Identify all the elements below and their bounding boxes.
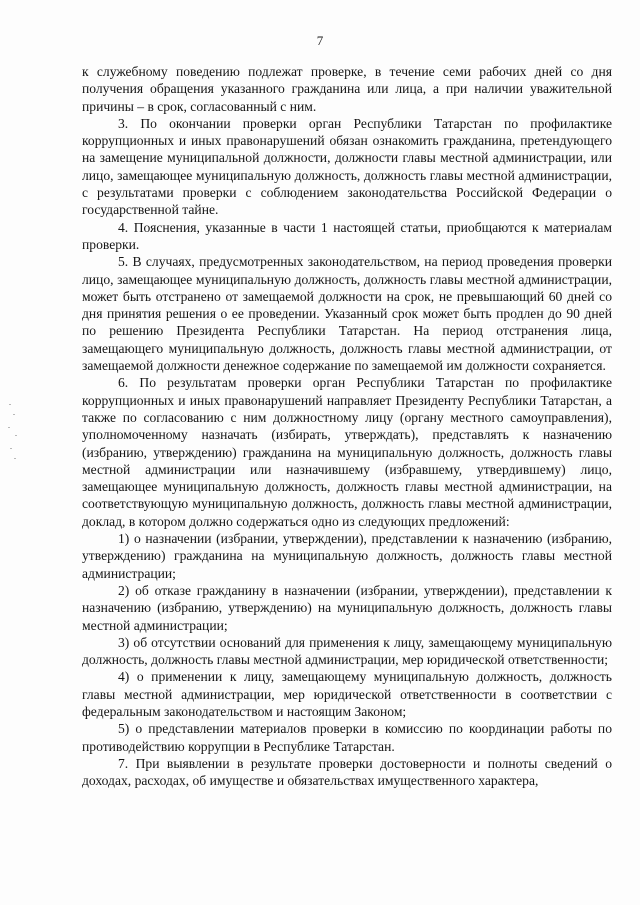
paragraph-part-5: 5. В случаях, предусмотренных законодательством, на период проведения проверки лицо, замещающее муниципальную должность, должность главы местной администрации, может быть отстранено от замещаемой должности на срок, не превышающий 60 дней со дня принятия решения о ее проведении. Указанный срок может быть продлен до 90 дней по решению Президента Республики Татарстан. На период отстранения лица, замещающего муниципальную должность, должность главы местной администрации, от замещаемой должности денежное содержание по замещаемой им должности сохраняется. <box>82 254 612 374</box>
body-text <box>82 63 612 789</box>
paragraph-part-7: 7. При выявлении в результате проверки достоверности и полноты сведений о доходах, расходах, об имуществе и обязательствах имущественного характера, <box>82 755 612 789</box>
paragraph-part-6: 6. По результатам проверки орган Республики Татарстан по профилактике коррупционных и иных правонарушений направляет Президенту Республики Татарстан, а также по согласованию с ним должностному лицу (органу местного самоуправления), уполномоченному назначать (избирать, утверждать), представлять к назначению (избранию, утверждению) гражданина на муниципальную должность, должность главы местной администрации или назначившему (избравшему, утвердившему) лицо, замещающее муниципальную должность, должность главы местной администрации, на соответствующую муниципальную должность, должность главы местной администрации, доклад, в котором должно содержаться одно из следующих предложений: <box>82 375 612 529</box>
list-item-2: 2) об отказе гражданину в назначении (избрании, утверждении), представлении к назначению (избранию, утверждению) на муниципальную должность, должность главы местной администрации; <box>82 582 612 633</box>
paragraph-part-3: 3. По окончании проверки орган Республики Татарстан по профилактике коррупционных и иных правонарушений обязан ознакомить гражданина, претендующего на замещение муниципальной должности, должности главы местной администрации, или лицо, замещающее муниципальную должность, должность главы местной администрации, с результатами проверки с соблюдением законодательства Российской Федерации о государственной тайне. <box>82 115 612 218</box>
list-item-4: 4) о применении к лицу, замещающему муниципальную должность, должность главы местной администрации, мер юридической ответственности в соответствии с федеральным законодательством и настоящим Законом; <box>82 669 612 719</box>
paragraph-part-4: 4. Пояснения, указанные в части 1 настоящей статьи, приобщаются к материалам проверки. <box>82 219 612 252</box>
list-item-1: 1) о назначении (избрании, утверждении), представлении к назначению (избранию, утверждению) гражданина на муниципальную должность, должность главы местной администрации; <box>82 531 612 581</box>
paragraph-continuation: к служебному поведению подлежат проверке, в течение семи рабочих дней со дня получения обращения указанного гражданина или лица, а при наличии уважительной причины – в срок, согласованный с ним. <box>82 64 612 114</box>
page-number: 7 <box>316 33 324 48</box>
list-item-3: 3) об отсутствии оснований для применения к лицу, замещающему муниципальную должность, должность главы местной администрации, мер юридической ответственности; <box>82 634 612 668</box>
scan-artifact <box>6 400 20 470</box>
list-item-5: 5) о представлении материалов проверки в комиссию по координации работы по противодействию коррупции в Республике Татарстан. <box>82 721 612 754</box>
